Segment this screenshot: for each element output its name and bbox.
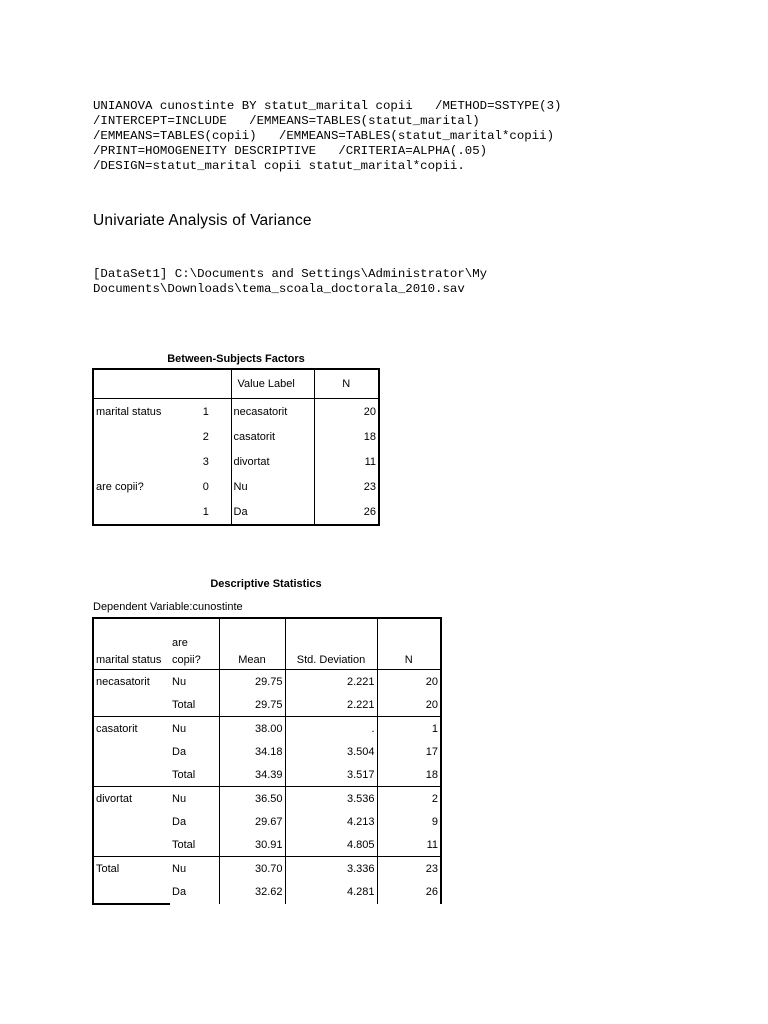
mean-cell: 36.50	[219, 787, 285, 811]
factor-name	[93, 499, 181, 525]
header-cell	[181, 369, 231, 399]
count-cell: 1	[377, 717, 441, 741]
subgroup-label: Total	[172, 838, 196, 851]
table-row	[93, 880, 441, 904]
header-value-label: Value Label	[231, 369, 314, 399]
group-label: necasatorit	[93, 670, 170, 694]
table-row	[93, 787, 441, 811]
std-dev-cell: .	[285, 717, 377, 741]
factor-value: 1	[202, 405, 209, 418]
mean-cell: 30.91	[219, 833, 285, 857]
count-cell: 11	[377, 833, 441, 857]
std-dev-cell: 3.536	[285, 787, 377, 811]
group-label: Total	[93, 857, 170, 881]
group-label: divortat	[93, 787, 170, 811]
group-label	[93, 693, 170, 717]
table-row	[93, 424, 379, 449]
count-cell: 9	[377, 810, 441, 833]
syntax-line: /DESIGN=statut_marital copii statut_marital*copii.	[93, 159, 465, 173]
group-label	[93, 880, 170, 904]
analysis-heading: Univariate Analysis of Variance	[93, 212, 312, 229]
table-row	[93, 399, 379, 425]
table-row	[93, 857, 441, 881]
std-dev-cell: 4.281	[285, 880, 377, 904]
mean-cell: 29.75	[219, 670, 285, 694]
syntax-line: /PRINT=HOMOGENEITY DESCRIPTIVE /CRITERIA=ALPHA(.05)	[93, 144, 488, 158]
subgroup-label: Da	[172, 745, 187, 758]
count-cell: 26	[314, 499, 379, 525]
value-label: divortat	[231, 449, 314, 474]
mean-cell: 29.67	[219, 810, 285, 833]
factor-value: 0	[202, 480, 209, 493]
mean-cell: 32.62	[219, 880, 285, 904]
descriptive-title: Descriptive Statistics	[210, 578, 322, 590]
header-n: N	[377, 618, 441, 670]
value-label: casatorit	[231, 424, 314, 449]
factor-value: 1	[202, 505, 209, 518]
table-row	[93, 717, 441, 741]
mean-cell: 29.75	[219, 693, 285, 717]
mean-cell: 34.39	[219, 763, 285, 787]
count-cell: 20	[377, 670, 441, 694]
table-row	[93, 499, 379, 525]
group-label	[93, 833, 170, 857]
table-row	[93, 474, 379, 499]
table-row	[93, 763, 441, 787]
std-dev-cell: 3.336	[285, 857, 377, 881]
header-cell	[93, 369, 181, 399]
dataset-path	[93, 267, 487, 297]
value-label: Nu	[231, 474, 314, 499]
count-cell: 11	[314, 449, 379, 474]
syntax-block	[93, 99, 561, 174]
table-row	[93, 693, 441, 717]
header-line: copii?	[172, 654, 201, 666]
factor-name	[93, 449, 181, 474]
value-label: Da	[231, 499, 314, 525]
table-row	[93, 833, 441, 857]
group-label	[93, 763, 170, 787]
dataset-line: [DataSet1] C:\Documents and Settings\Administrator\My	[93, 267, 488, 281]
count-cell: 17	[377, 740, 441, 763]
group-label	[93, 740, 170, 763]
std-dev-cell: 3.504	[285, 740, 377, 763]
table-row	[93, 449, 379, 474]
subgroup-label: Nu	[170, 717, 219, 741]
count-cell: 2	[377, 787, 441, 811]
std-dev-cell: 4.805	[285, 833, 377, 857]
factor-name	[93, 424, 181, 449]
std-dev-cell: 2.221	[285, 693, 377, 717]
factor-value: 3	[202, 455, 209, 468]
count-cell: 18	[314, 424, 379, 449]
count-cell: 20	[377, 693, 441, 717]
subgroup-label: Nu	[170, 670, 219, 694]
subgroup-label: Total	[172, 768, 196, 781]
table-row	[93, 740, 441, 763]
std-dev-cell: 2.221	[285, 670, 377, 694]
table-row	[93, 670, 441, 694]
value-label: necasatorit	[231, 399, 314, 425]
syntax-line: /INTERCEPT=INCLUDE /EMMEANS=TABLES(statut_marital)	[93, 114, 480, 128]
header-marital-status: marital status	[93, 618, 170, 670]
count-cell: 23	[377, 857, 441, 881]
header-are-copii	[170, 618, 219, 670]
table-header-row	[93, 369, 379, 399]
subgroup-label: Da	[172, 815, 187, 828]
mean-cell: 30.70	[219, 857, 285, 881]
count-cell: 18	[377, 763, 441, 787]
std-dev-cell: 4.213	[285, 810, 377, 833]
group-label: casatorit	[93, 717, 170, 741]
factor-name: marital status	[96, 405, 162, 418]
subgroup-label: Nu	[170, 857, 219, 881]
subgroup-label: Da	[172, 886, 187, 898]
header-mean: Mean	[219, 618, 285, 670]
factor-name: are copii?	[96, 480, 144, 493]
between-subjects-title: Between-Subjects Factors	[167, 353, 305, 365]
dataset-line: Documents\Downloads\tema_scoala_doctorala_2010.sav	[93, 282, 465, 296]
header-n: N	[314, 369, 379, 399]
std-dev-cell: 3.517	[285, 763, 377, 787]
between-subjects-table	[92, 368, 380, 526]
header-line: are	[172, 637, 188, 649]
syntax-line: UNIANOVA cunostinte BY statut_marital copii /METHOD=SSTYPE(3)	[93, 99, 562, 113]
mean-cell: 38.00	[219, 717, 285, 741]
syntax-line: /EMMEANS=TABLES(copii) /EMMEANS=TABLES(statut_marital*copii)	[93, 129, 555, 143]
count-cell: 23	[314, 474, 379, 499]
header-std-deviation: Std. Deviation	[285, 618, 377, 670]
table-header-row	[93, 618, 441, 670]
subgroup-label: Nu	[170, 787, 219, 811]
subgroup-label: Total	[172, 698, 196, 711]
group-label	[93, 810, 170, 833]
factor-value: 2	[202, 430, 209, 443]
count-cell: 20	[314, 399, 379, 425]
count-cell: 26	[377, 880, 441, 904]
mean-cell: 34.18	[219, 740, 285, 763]
descriptive-statistics-table	[92, 617, 442, 905]
dependent-variable-label: Dependent Variable:cunostinte	[93, 601, 243, 613]
table-row	[93, 810, 441, 833]
